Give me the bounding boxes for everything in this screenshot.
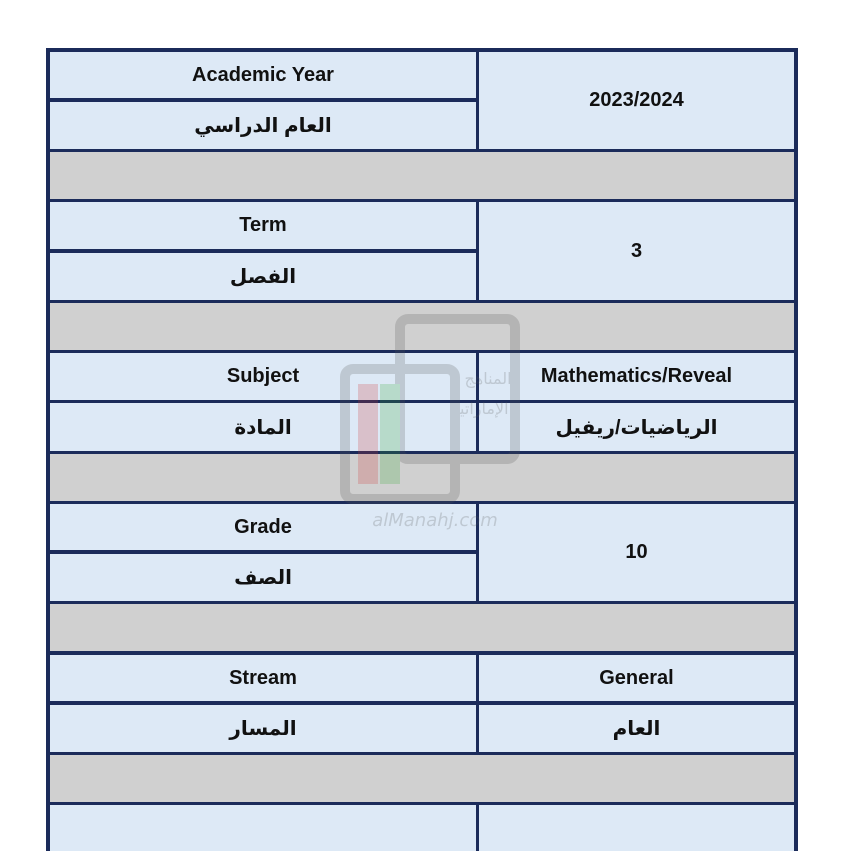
info-table — [46, 48, 798, 851]
watermark-text-1: المناهج — [464, 369, 512, 388]
term-value: 3 — [479, 202, 794, 300]
subject-value-en: Mathematics/Reveal — [479, 353, 794, 400]
stream-value-ar: العام — [479, 705, 794, 752]
empty-cell — [50, 805, 476, 851]
academic-year-label-en: Academic Year — [50, 52, 476, 98]
subject-value-ar: الرياضيات/ريفيل — [479, 403, 794, 451]
term-label-ar: الفصل — [50, 253, 476, 300]
subject-label-ar: المادة — [50, 403, 476, 451]
watermark-site: alManahj.com — [372, 510, 498, 531]
stream-value-en: General — [479, 655, 794, 701]
term-label-en: Term — [50, 202, 476, 249]
grade-label-en: Grade — [50, 504, 476, 550]
watermark-text-2: الإماراتية — [451, 399, 509, 418]
separator-row — [50, 454, 794, 501]
academic-year-label-ar: العام الدراسي — [50, 102, 476, 149]
separator-row — [50, 303, 794, 350]
stream-label-en: Stream — [50, 655, 476, 701]
empty-cell — [479, 805, 794, 851]
subject-label-en: Subject — [50, 353, 476, 400]
academic-year-value: 2023/2024 — [479, 52, 794, 149]
separator-row — [50, 604, 794, 651]
stream-label-ar: المسار — [50, 705, 476, 752]
grade-value: 10 — [479, 504, 794, 601]
grade-label-ar: الصف — [50, 554, 476, 601]
separator-row — [50, 152, 794, 199]
separator-row — [50, 755, 794, 802]
